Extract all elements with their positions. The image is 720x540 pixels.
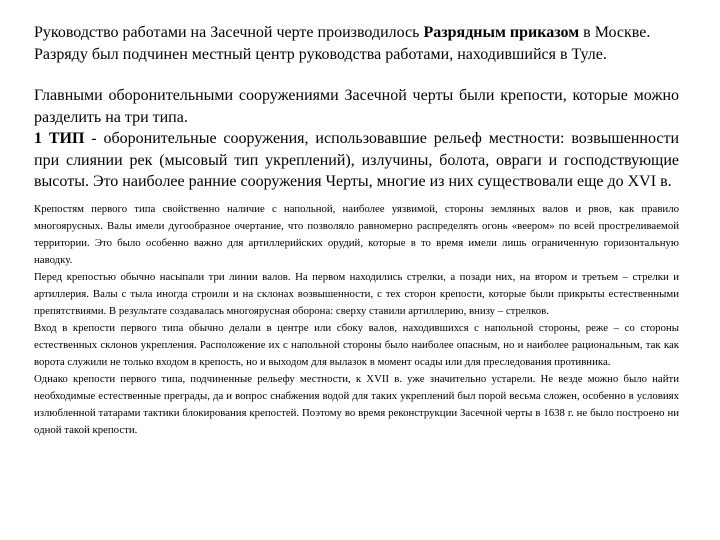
paragraph-type-1 (34, 128, 679, 193)
paragraph-gap (34, 65, 679, 85)
detail-paragraph-ramparts: Крепостям первого типа свойственно наличие с напольной, наиболее уязвимой, стороны земляных валов и рвов, как правило многоярусных. Валы имели дугообразное очертание, что позволяло равномерно распределять огонь «веером» по всей простреливаемой территории. Это было особенно важно для артиллерийских орудий, которые в то время имели лишь ограниченную горизонтальную наводку. (34, 202, 679, 266)
paragraph-fortress-types: Главными оборонительными сооружениями Засечной черты были крепости, которые можно разделить на три типа. (34, 87, 679, 126)
detail-paragraph-entrance: Вход в крепости первого типа обычно делали в центре или сбоку валов, находившихся с напольной стороны, реже – со стороны естественных склонов укрепления. Расположение их с напольной стороны было наиболее опасным, но и наиболее рациональным, так как ворота служили не только входом в крепость, но и выходом для вылазок в момент осады или для преследования противника. (34, 321, 679, 368)
details-section (34, 201, 679, 439)
text-run: в Москве. (579, 24, 651, 41)
paragraph-razryad (34, 22, 679, 44)
type-1-label: 1 ТИП (34, 130, 85, 147)
detail-paragraph-obsolete: Однако крепости первого типа, подчиненные рельефу местности, к XVII в. уже значительно устарели. Не везде можно было найти необходимые естественные преграды, да и вопрос снабжения водой для таких укреплений был порой весьма сложен, особенно в условиях излюбленной татарами тактики блокирования крепостей. Поэтому во время реконструкции Засечной черты в 1638 г. не было построено ни одной такой крепости. (34, 372, 679, 436)
text-run: Руководство работами на Засечной черте производилось (34, 24, 424, 41)
detail-paragraph-lines: Перед крепостью обычно насыпали три линии валов. На первом находились стрелки, а позади них, на втором и третьем – стрелки и артиллерия. Валы с тыла иногда строили и на склонах возвышенности, с тех сторон крепости, которые были прикрыты естественными препятствиями. В результате создавалась многоярусная оборона: сверху ставили артиллерию, внизу – стрелков. (34, 270, 679, 317)
type-1-description: - оборонительные сооружения, использовавшие рельеф местности: возвышенности при слиянии рек (мысовый тип укреплений), излучины, болота, овраги и господствующие высоты. Это наиболее ранние сооружения Черты, многие из них существовали еще до XVI в. (34, 130, 680, 190)
bold-term-razryadny-prikaz: Разрядным приказом (423, 24, 580, 41)
paragraph-tula: Разряду был подчинен местный центр руководства работами, находившийся в Туле. (34, 45, 607, 63)
intro-section (34, 22, 679, 193)
document-page (34, 22, 679, 439)
